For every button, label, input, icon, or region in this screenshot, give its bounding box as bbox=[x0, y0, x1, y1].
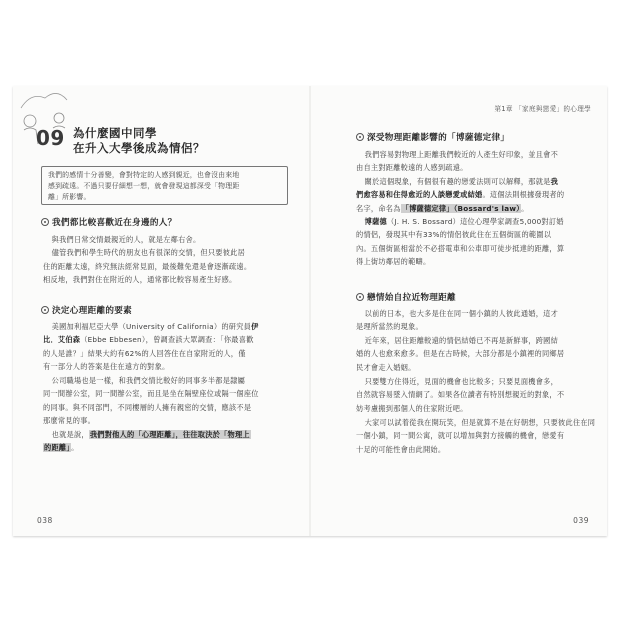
text-line: 只要雙方住得近，見面的機會也比較多；只要見面機會多， bbox=[364, 377, 559, 386]
book-spread bbox=[13, 86, 607, 536]
intro-box bbox=[41, 166, 288, 205]
text-line bbox=[356, 175, 596, 188]
running-header: 第1章 「家庭與戀愛」的心理學 bbox=[494, 105, 591, 113]
left-page bbox=[13, 86, 310, 536]
paragraph-modern bbox=[356, 334, 596, 374]
text-line: 十足的可能性會由此開始。 bbox=[356, 444, 446, 454]
text-line: 由自主對距離較遠的人感到疏遠。 bbox=[356, 163, 468, 173]
paragraph-advice bbox=[356, 375, 596, 415]
subheading-romance-distance bbox=[356, 291, 456, 303]
bold-text: 博薩德 bbox=[364, 217, 387, 226]
text-line: 儘管我們和學生時代的朋友也有很深的交情，但只要彼此居 bbox=[51, 248, 246, 258]
text-line bbox=[43, 320, 295, 333]
paragraph-closing bbox=[356, 416, 596, 456]
text-line: 的同事。與不同部門，不同樓層的人擁有親密的交情，應該不是 bbox=[43, 402, 252, 412]
bold-text: 伊 bbox=[251, 322, 259, 331]
intro-line: 我們的感情十分善變，會對特定的人感到親近，也會沒由來地 bbox=[48, 171, 240, 179]
subheading-bossard-law bbox=[356, 131, 509, 143]
section-number: 09 bbox=[36, 126, 65, 150]
text-span: 。 bbox=[71, 443, 79, 453]
text-line: 妨考慮搬到那個人的住家附近吧。 bbox=[356, 403, 468, 413]
text-line: 與我們日常交情最親近的人，就是左鄰右舍。 bbox=[51, 235, 201, 244]
page-number-right: 039 bbox=[573, 516, 589, 525]
subheading-near-people bbox=[41, 216, 177, 228]
intro-line: 離」所影響。 bbox=[48, 193, 91, 201]
text-line: 那麼常見的事。 bbox=[43, 416, 96, 426]
text-line: 是理所當然的現象。 bbox=[356, 322, 423, 332]
bullet-circle-icon bbox=[41, 306, 49, 314]
text-line: 一個小鎮，同一間公寓，就可以增加與對方接觸的機會，戀愛有 bbox=[356, 431, 565, 441]
text-line: 自然就容易墜入情網了。如果各位讀者有特別想親近的對象，不 bbox=[356, 390, 565, 400]
paragraph-neighbors bbox=[43, 233, 293, 287]
bold-text: 比．艾伯森 bbox=[43, 335, 81, 345]
text-line bbox=[356, 188, 596, 201]
paragraph-conclusion bbox=[43, 428, 295, 455]
text-line bbox=[43, 428, 295, 441]
right-page bbox=[310, 86, 607, 536]
text-line: 民才會走入婚姻。 bbox=[356, 362, 416, 372]
text-span: 名字，命名為 bbox=[356, 203, 401, 213]
bold-text: 們愈容易和住得愈近的人談戀愛或結婚 bbox=[356, 190, 483, 200]
highlighted-text: 我們對他人的「心理距離」，往往取決於「物理上 bbox=[89, 430, 250, 439]
text-line bbox=[43, 441, 295, 454]
text-line: 同一間辦公室，同一間辦公室，而且是坐在隔壁座位或隔一個座位 bbox=[43, 389, 259, 399]
highlighted-text: 的距離」 bbox=[44, 443, 71, 453]
text-line: 我們容易對物理上距離我們較近的人產生好印象，並且會不 bbox=[364, 150, 559, 159]
page-number-left: 038 bbox=[37, 516, 53, 525]
paragraph-survey bbox=[356, 215, 596, 269]
text-line: 有一部分人的答案是住在遠方的對象。 bbox=[43, 362, 170, 372]
text-line bbox=[356, 215, 596, 228]
text-line bbox=[43, 333, 295, 346]
paragraph-old-japan bbox=[356, 307, 596, 334]
bold-text: 我 bbox=[550, 177, 559, 186]
bullet-circle-icon bbox=[356, 133, 364, 141]
text-span: 關於這個現象，有個很有趣的戀愛法則可以解釋，那就是 bbox=[364, 177, 551, 186]
subheading-psych-distance bbox=[41, 304, 132, 316]
text-line: 的人是誰？」結果大約有62%的人回答住在自家附近的人，僅 bbox=[43, 348, 246, 358]
text-line: 的情侶，發現其中有33%的情侶彼此住在五個街區的範圍以 bbox=[356, 230, 552, 240]
text-line: 住的距離太遠，終究無法經常見面，最後難免還是會逐漸疏遠。 bbox=[43, 261, 252, 271]
intro-line: 感到疏遠。不過只要仔細想一想，就會發現這都深受「物理距 bbox=[48, 182, 240, 190]
paragraph-love-rule bbox=[356, 175, 596, 215]
text-span: 也就是說， bbox=[51, 430, 89, 439]
section-title-line-1: 為什麼國中同學 bbox=[73, 126, 157, 140]
subheading-text: 戀情始自拉近物理距離 bbox=[367, 293, 456, 303]
text-line: 婚的人也愈來愈多。但是在古時候，大部分都是小鎮裡的同鄉居 bbox=[356, 349, 565, 359]
bullet-circle-icon bbox=[356, 293, 364, 301]
highlighted-text: 「博薩德定律」（Bossard's law） bbox=[401, 203, 521, 213]
text-line bbox=[356, 202, 596, 215]
text-span: （Ebbe Ebbesen），曾調查該大眾調查：「你最喜歡 bbox=[80, 335, 254, 345]
section-title-line-2: 在升入大學後成為情侶？ bbox=[73, 141, 205, 155]
text-line: 得上街坊鄰居的範疇。 bbox=[356, 257, 431, 267]
text-span: （J. H. S. Bossard）這位心理學家調查5,000對訂婚 bbox=[386, 217, 564, 226]
paragraph-office bbox=[43, 374, 295, 428]
subheading-text: 決定心理距離的要素 bbox=[52, 306, 133, 316]
text-line: 大家可以試着從我在開玩笑，但是就算不是在好朝想，只要彼此住在同 bbox=[364, 418, 596, 427]
bullet-circle-icon bbox=[41, 218, 49, 226]
text-line: 公司職場也是一樣，和我們交情比較好的同事多半都是隸屬 bbox=[51, 376, 246, 385]
text-line: 近年來，居住距離較遠的情侶結婚已不再是新鮮事，跨國結 bbox=[364, 336, 559, 345]
text-line: 相反地，我們對住在附近的人，通常都比較容易產生好感。 bbox=[43, 275, 237, 285]
paragraph-ebbesen bbox=[43, 320, 295, 374]
subheading-text: 深受物理距離影響的「博薩德定律」 bbox=[367, 133, 510, 143]
subheading-text: 我們都比較喜歡近在身邊的人？ bbox=[52, 218, 177, 228]
text-span: 。 bbox=[521, 203, 529, 213]
text-span: 。這個法則根據發現者的 bbox=[482, 190, 565, 200]
text-line: 內。五個街區相當於不必搭電車和公車即可徒步抵達的距離，算 bbox=[356, 243, 565, 253]
text-line: 以前的日本，也大多是住在同一個小鎮的人彼此通婚，這才 bbox=[364, 309, 559, 318]
text-span: 美國加利福尼亞大學（University of California）的研究員 bbox=[51, 322, 252, 331]
paragraph-good-impression bbox=[356, 148, 596, 175]
